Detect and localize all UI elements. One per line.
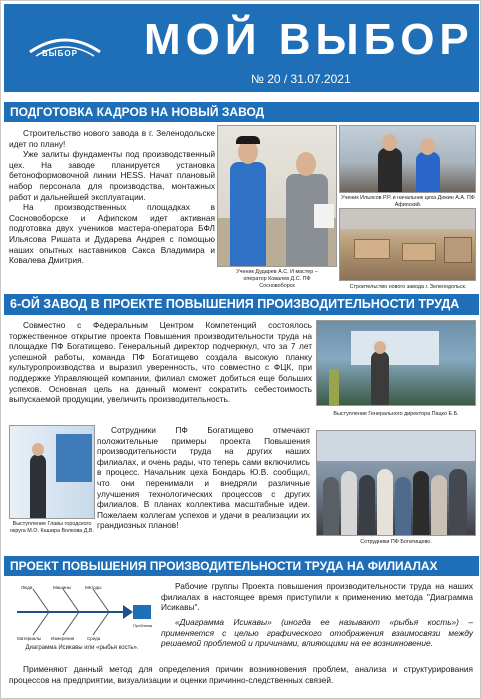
- diagram-label: Люди: [21, 585, 33, 590]
- caption-diagram: Диаграмма Исикавы или «рыбья кость».: [25, 645, 139, 651]
- issue-number: № 20 / 31.07.2021: [251, 72, 351, 86]
- diagram-label: Проблема: [133, 623, 152, 628]
- section3-text-1: [161, 581, 473, 613]
- photo-construction-site: [339, 208, 476, 281]
- section3-paragraph-3: Применяют данный метод для определения причин возникновения проблем, анализа и структурирования процессов на предприятии, визуализации и оценки причинно-следственных связей.: [9, 664, 473, 685]
- diagram-label: Машины: [53, 585, 72, 590]
- section2-paragraph-mid: Сотрудники ПФ Богатищево отмечают положительные примеры проекта Повышения производительности труда на других наших филиалах, и очень рады, что теперь сами включились в процесс. Начальник цеха Бондарь Ю.В. сообщил, что они перенимали и внедряли различные улучшения технологических процессов с других филиалов. В планах коллектива масштабные идеи. Пожелаем коллегам успехов и удачи в реализации их грандиозных планов!: [97, 425, 310, 531]
- section1-paragraph: На производственных площадках в Сосновоборске и Афипском идет активная подготовка двух учеников мастера-оператора БФЛ Ильясова Ришата и Дударева Андрея с помощью наших опытных наставников Сакса Владимира и Ковалева Дмитрия.: [9, 202, 215, 266]
- diagram-label: Методы: [85, 585, 102, 590]
- caption-staff: Сотрудники ПФ Богатищево.: [360, 539, 432, 545]
- logo-text: ВЫБОР: [42, 49, 78, 58]
- section-title-training: ПОДГОТОВКА КАДРОВ НА НОВЫЙ ЗАВОД: [4, 102, 479, 122]
- section1-paragraph: Строительство нового завода в г. Зеленодольске идет по плану!: [9, 128, 215, 149]
- section3-text-3: [9, 664, 473, 685]
- section3-paragraph-1: Рабочие группы Проекта повышения производительности труда на наших филиалах в настоящее время приступили к применению метода "Диаграмма Исикавы".: [161, 581, 473, 613]
- photo-students: [217, 125, 337, 267]
- section2-text-top: [9, 320, 312, 405]
- caption-district-head: Выступление Главы городского округа М.О. Кашира Волкова Д.В.: [9, 521, 95, 534]
- photo-staff: [316, 430, 476, 536]
- section3-paragraph-2: «Диаграмма Исикавы» (иногда ее называют «рыбья кость») – применяется с целью графического отображения взаимосвязи между решаемой проблемой и причинами, влияющими на ее возникновение.: [161, 617, 473, 649]
- section2-text-mid: [97, 425, 310, 531]
- caption-director-speech: Выступление Генерального директора Пацко Е.Б.: [333, 411, 459, 417]
- caption-afipsky: Ученик Ильясов Р.Р. и начальник цеха Дюкин А.А. ПФ Афипский.: [341, 195, 475, 208]
- photo-district-head: [9, 425, 95, 519]
- section-title-branches: ПРОЕКТ ПОВЫШЕНИЯ ПРОИЗВОДИТЕЛЬНОСТИ ТРУДА НА ФИЛИАЛАХ: [4, 556, 479, 576]
- section-title-sixth-plant: 6-ОЙ ЗАВОД В ПРОЕКТЕ ПОВЫШЕНИЯ ПРОИЗВОДИТЕЛЬНОСТИ ТРУДА: [4, 294, 479, 315]
- diagram-label: Материалы: [17, 636, 42, 641]
- photo-afipsky: [339, 125, 476, 193]
- ishikawa-diagram: [11, 583, 153, 641]
- diagram-label: Измерения: [51, 636, 75, 641]
- section2-paragraph-top: Совместно с Федеральным Центром Компетенций состоялось торжественное открытие проекта Повышения производительности труда на площадке ПФ Богатищево. Генеральный директор подчеркнул, что за 7 лет успешной работы, команда ПФ Богатищево создала высокую планку культуропроизводства и выразил уверенность, что совместно с ФЦК, при поддержке Управляющей компании, филиал сможет добиться еще больших успехов. Основная цель на данный момент сократить себестоимость выпускаемой продукции, увеличить производительность.: [9, 320, 312, 405]
- newsletter-title: МОЙ ВЫБОР: [144, 15, 474, 64]
- photo-director-speech: [316, 320, 476, 406]
- masthead: [4, 4, 479, 92]
- section3-text-2: [161, 617, 473, 649]
- caption-students: Ученик Дударев А.С. И мастер – оператор Ковалев Д.С. ПФ Сосновоборск: [236, 269, 318, 289]
- logo-arc-icon: [26, 26, 104, 66]
- section1-paragraph: Уже залиты фундаменты под производственный цех. На заводе планируется установка бетоноформовочной линии HESS. Начат плановый набор персонала для производства, монтажных работ и дальнейшей эксплуатации.: [9, 149, 215, 202]
- section1-text: [9, 128, 215, 266]
- caption-construction-site: Строительство нового завода г. Зеленодольск.: [349, 284, 467, 290]
- diagram-label: Среда: [87, 636, 101, 641]
